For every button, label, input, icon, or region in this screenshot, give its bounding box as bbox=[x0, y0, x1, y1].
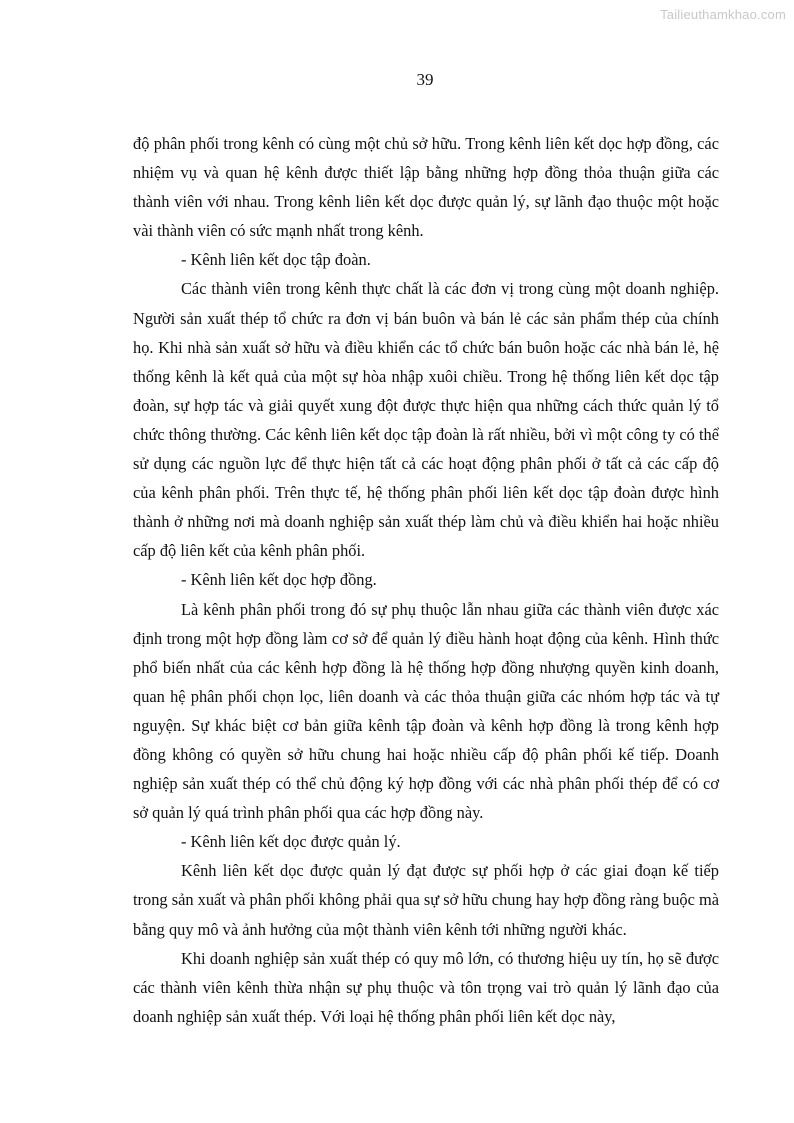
paragraph-large-producer: Khi doanh nghiệp sản xuất thép có quy mô lớn, có thương hiệu uy tín, họ sẽ được các thành viên kênh thừa nhận sự phụ thuộc và tôn trọng vai trò quản lý lãnh đạo của doanh nghiệp sản xuất thép. Với loại hệ thống phân phối liên kết dọc này, bbox=[133, 948, 719, 1026]
subheading-corporate-channel: - Kênh liên kết dọc tập đoàn. bbox=[181, 250, 371, 270]
paragraph-continuation: độ phân phối trong kênh có cùng một chủ sở hữu. Trong kênh liên kết dọc hợp đồng, các nhiệm vụ và quan hệ kênh được thiết lập bằng những hợp đồng thỏa thuận giữa các thành viên với nhau. Trong kênh liên kết dọc được quản lý, sự lãnh đạo thuộc một hoặc vài thành viên có sức mạnh nhất trong kênh. bbox=[133, 134, 719, 241]
page-number: 39 bbox=[416, 70, 434, 89]
watermark-text: Tailieuthamkhao.com bbox=[660, 7, 786, 22]
paragraph-corporate-channel: Các thành viên trong kênh thực chất là các đơn vị trong cùng một doanh nghiệp. Người sản xuất thép tổ chức ra đơn vị bán buôn và bán lẻ các sản phẩm thép của chính họ. Khi nhà sản xuất sở hữu và điều khiển các tổ chức bán buôn hoặc các nhà bán lẻ, hệ thống kênh là kết quả của một sự hòa nhập xuôi chiều. Trong hệ thống liên kết dọc tập đoàn, sự hợp tác và giải quyết xung đột được thực hiện qua những cách thức quản lý tổ chức thông thường. Các kênh liên kết dọc tập đoàn là rất nhiều, bởi vì một công ty có thể sử dụng các nguồn lực để thực hiện tất cả các hoạt động phân phối ở tất cả các cấp độ của kênh phân phối. Trên thực tế, hệ thống phân phối liên kết dọc tập đoàn được hình thành ở những nơi mà doanh nghiệp sản xuất thép làm chủ và điều khiển hai hoặc nhiều cấp độ liên kết của kênh phân phối. bbox=[133, 279, 719, 561]
subheading-managed-channel: - Kênh liên kết dọc được quản lý. bbox=[181, 832, 401, 852]
paragraph-managed-channel: Kênh liên kết dọc được quản lý đạt được sự phối hợp ở các giai đoạn kế tiếp trong sản xuất và phân phối không phải qua sự sở hữu chung hay hợp đồng ràng buộc mà bằng quy mô và ảnh hưởng của một thành viên kênh tới những người khác. bbox=[133, 861, 719, 939]
paragraph-contract-channel: Là kênh phân phối trong đó sự phụ thuộc lẫn nhau giữa các thành viên được xác định trong một hợp đồng làm cơ sở để quản lý điều hành hoạt động của kênh. Hình thức phổ biến nhất của các kênh hợp đồng là hệ thống hợp đồng nhượng quyền kinh doanh, quan hệ phân phối chọn lọc, liên doanh và các thỏa thuận giữa các nhóm hợp tác và tự nguyện. Sự khác biệt cơ bản giữa kênh tập đoàn và kênh hợp đồng là trong kênh hợp đồng không có quyền sở hữu chung hai hoặc nhiều cấp độ phân phối kế tiếp. Doanh nghiệp sản xuất thép có thể chủ động ký hợp đồng với các nhà phân phối thép để có cơ sở quản lý quá trình phân phối qua các hợp đồng này. bbox=[133, 599, 719, 823]
document-body bbox=[133, 129, 719, 1031]
subheading-contract-channel: - Kênh liên kết dọc hợp đồng. bbox=[181, 570, 377, 590]
